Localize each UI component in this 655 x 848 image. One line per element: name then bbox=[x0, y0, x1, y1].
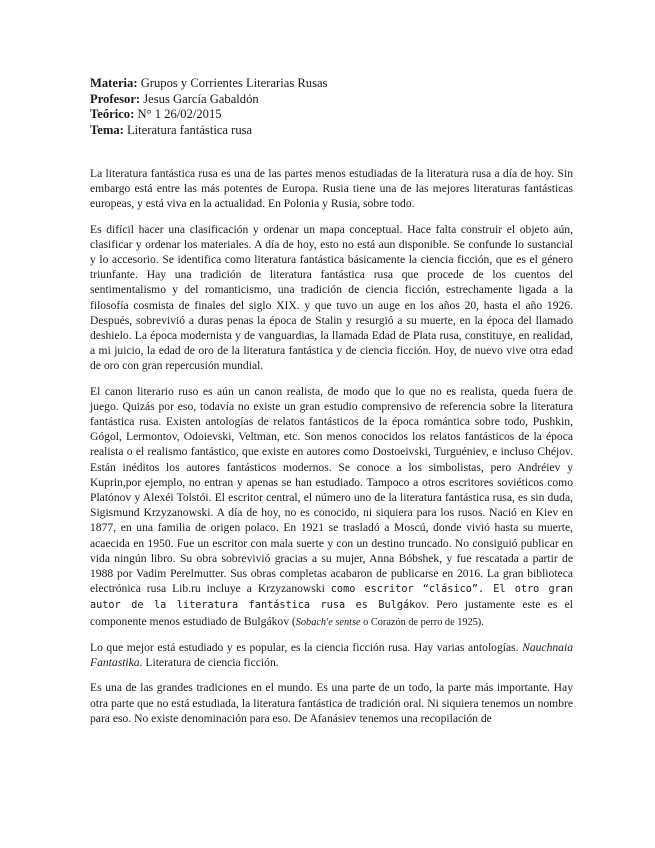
paragraph-sf-text-end: Literatura de ciencia ficción. bbox=[142, 656, 279, 670]
paragraph-classification: Es difícil hacer una clasificación y ordenar un mapa conceptual. Hace falta construir el objeto aún, clasificar y ordenar los materiales. A día de hoy, esto no está aun disponible. Se confunde lo sustancial y lo accesorio. Se identifica como literatura fantástica básicamente la ciencia ficción, que es el género triunfante. Hay una tradición de literatura fantástica rusa que procede de los cuentos del sentimentalismo y del romanticismo, una tradición de ciencia ficción, estrechamente ligada a la filosofía cosmista de finales del siglo XIX. y que tuvo un auge en los años 20, hasta el año 1926. Después, sobrevivió a duras penas la época de Stalin y resurgió a su muerte, en la época del llamado deshielo. La época modernista y de vanguardias, la llamada Edad de Plata rusa, constituye, en realidad, a mi juicio, la edad de oro de la literatura fantástica y de ciencia ficción. Hoy, de nuevo vive otra edad de oro con gran repercusión mundial. bbox=[90, 222, 573, 373]
document-header bbox=[90, 76, 570, 138]
profesor-value: Jesus García Gabaldón bbox=[140, 91, 259, 106]
profesor-label: Profesor: bbox=[90, 91, 141, 106]
paragraph-canon-text-continued: ov. Pero justamente este es el componente menos estudiado de Bulgákov ( bbox=[90, 598, 574, 628]
paragraph-traditions: Es una de las grandes tradiciones en el mundo. Es una parte de un todo, la parte más importante. Hay otra parte que no está estudiada, la literatura fantástica de tradición oral. Ni siquiera tenemos un nombre para eso. No existe denominación para eso. De Afanásiev tenemos una recopilación de bbox=[90, 681, 573, 725]
materia-label: Materia: bbox=[90, 76, 138, 90]
paragraph-canon-text: El canon literario ruso es aún un canon realista, de modo que lo que no es realista, queda fuera de juego. Quizás por eso, todavía no existe un gran estudio comprensivo de referencia sobre la literatura fantástica rusa. Existen antologías de relatos fantásticos de la época romántica sobre todo, Pushkin, Gógol, Lermontov, Odoievski, Veltman, etc. Son menos conocidos los relatos fantásticos de la época realista o el realismo fantástico, que existe en autores como Dostoeivski, Turguéniev, e incluso Chéjov. Están inéditos los autores fantásticos modernos. Se conoce a los simbolistas, pero Andréiev y Kuprin,por ejemplo, no entran y apenas se han estudiado. Tampoco a otros escritores soviéticos como Platónov y Alexéi Tolstói. El escritor central, el número uno de la literatura fantástica rusa, es sin duda, Sigismund Krzyzanowski. A día de hoy, no es conocido, ni siquiera para los rusos. Nació en Kiev en 1877, en una familia de origen polaco. En 1921 se trasladó a Moscú, donde vivió hasta su muerte, acaecida en 1950. Fue un escritor con mala suerte y con un destino truncado. No consiguió publicar en vida ningún libro. Su obra sobrevivió gracias a su mujer, Anna Bóbshek, y fue rescatada a partir de 1988 por Vadim Perelmutter. Sus obras completas acabaron de publicarse en 2016. La gran biblioteca electrónica rusa Lib.ru incluye a Krzyzanowski bbox=[90, 384, 573, 596]
header-materia bbox=[90, 76, 570, 92]
materia-value: Grupos y Corrientes Literarias Rusas bbox=[137, 76, 328, 90]
book-title: Sobach'e sentse bbox=[295, 616, 361, 628]
paragraph-intro: La literatura fantástica rusa es una de las partes menos estudiadas de la literatura rusa a día de hoy. Sin embargo está entre las más potentes de Europa. Rusia tiene una de las mejores literaturas fantásticas europeas, y está viva en la actualidad. En Polonia y Rusia, sobre todo. bbox=[90, 167, 573, 211]
paragraph-science-fiction bbox=[90, 640, 573, 670]
tema-value: Literatura fantástica rusa bbox=[123, 122, 253, 137]
document-body bbox=[90, 166, 573, 736]
header-tema bbox=[90, 123, 570, 139]
paragraph-canon-note bbox=[296, 617, 484, 628]
paragraph-canon bbox=[90, 384, 573, 630]
paragraph-canon-odd-font: como escritor “clásico”. El otro gran autor de la literatura fantástica rusa es Bulgák bbox=[90, 584, 574, 612]
book-title-rest: o Corazón de perro de 1925). bbox=[360, 616, 484, 628]
anthology-title: Nauchnaia Fantastika. bbox=[90, 640, 573, 670]
tema-label: Tema: bbox=[90, 122, 124, 137]
header-teorico bbox=[90, 107, 570, 123]
teorico-value: N° 1 26/02/2015 bbox=[134, 107, 222, 121]
paragraph-sf-text: Lo que mejor está estudiado y es popular, es la ciencia ficción rusa. Hay varias antologías. bbox=[90, 640, 523, 654]
header-profesor bbox=[90, 92, 570, 108]
teorico-label: Teórico: bbox=[90, 107, 135, 121]
